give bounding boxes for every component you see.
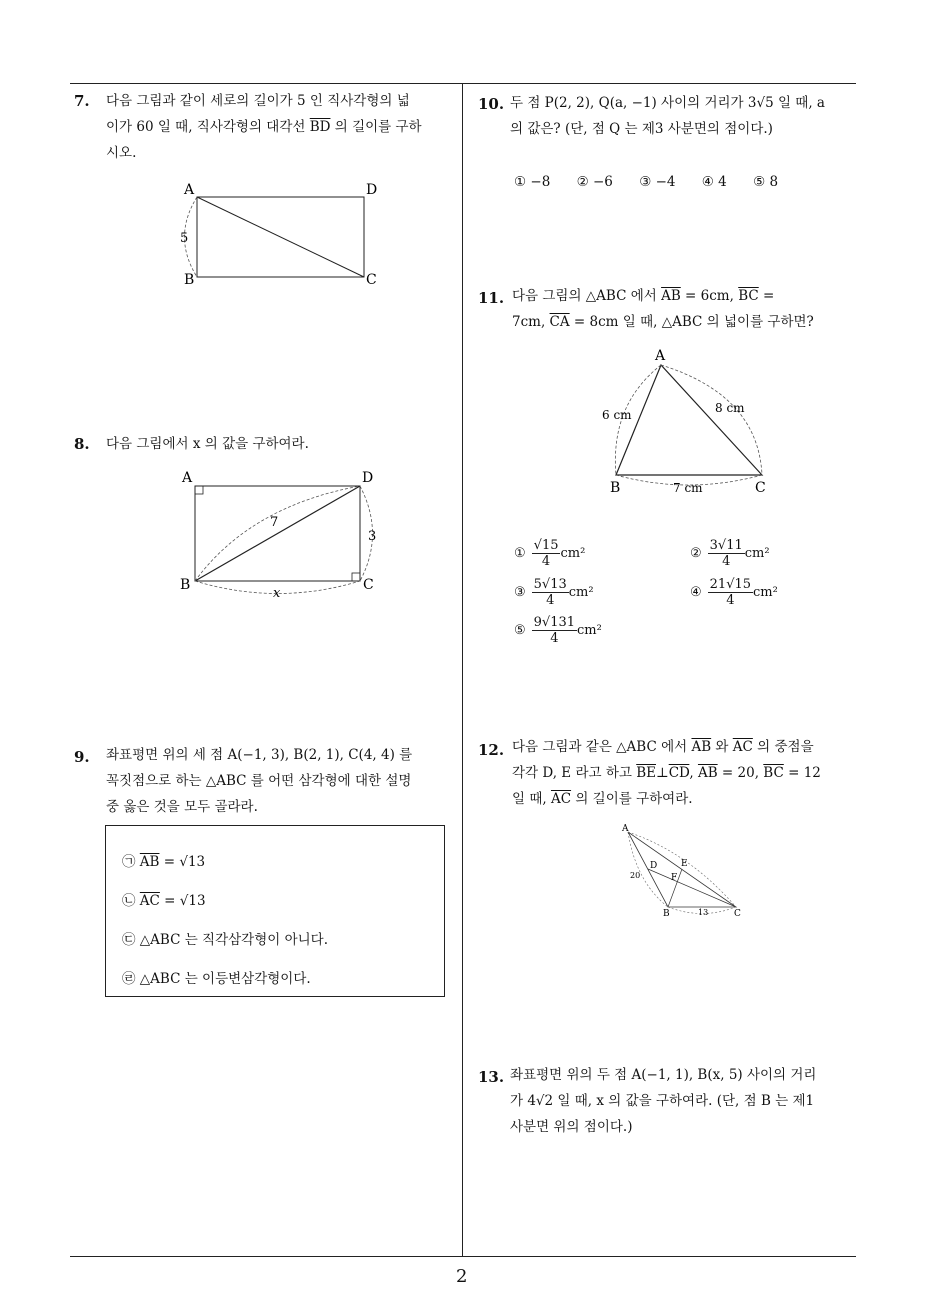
q10-choice-3[interactable]: ③ −4 [639,174,676,190]
q9-text [106,742,456,820]
q7-label-B: B [184,272,195,288]
q13-line3: 사분면 위의 점이다.) [510,1119,633,1135]
q10-choice-2[interactable]: ② −6 [576,174,613,190]
q10-choice-4[interactable]: ④ 4 [701,174,727,190]
q7-label-A: A [184,182,195,198]
q7-line2: 이가 60 일 때, 직사각형의 대각선 $\overline{BD}$ 의 길이를 구하 [106,119,422,135]
q12-line1: 다음 그림과 같은 △ABC 에서 $\overline{AB}$ 와 $\overline{AC}$ 의 중점을 [512,739,814,755]
q12-text [512,734,862,812]
q7-figure [170,178,390,293]
q11-label-bc: 7 cm [673,481,703,495]
bottom-rule [70,1256,856,1257]
q10-choice-1[interactable]: ① −8 [514,174,551,190]
q10-line2: 의 값은? (단, 점 Q 는 제3 사분면의 점이다.) [510,121,773,137]
q12-label-A: A [622,824,629,834]
q8-label-3: 3 [368,529,377,544]
q13-number: 13. [478,1068,505,1086]
q8-text: 다음 그림에서 x 의 값을 구하여라. [106,436,309,452]
q7-label-5: 5 [180,231,189,246]
q7-text [106,88,456,166]
q7-line1: 다음 그림과 같이 세로의 길이가 5 인 직사각형의 넓 [106,93,410,109]
q9-item-2: ㉡ $\overline{AC} = √13$ [122,893,206,909]
q8-label-D: D [362,470,374,486]
q12-number: 12. [478,741,505,759]
q9-item-3: ㉢ △ABC 는 직각삼각형이 아니다. [122,932,328,948]
q11-figure [598,345,788,500]
q11-label-ab: 6 cm [602,408,632,422]
q10-number: 10. [478,95,505,113]
q12-label-F: F [671,873,678,883]
q12-label-E: E [681,859,688,869]
q8-label-7: 7 [270,515,279,530]
q11-text [512,283,862,335]
q12-label-13: 13 [698,908,709,917]
top-rule [70,83,856,84]
q11-line1: 다음 그림의 △ABC 에서 $\overline{AB} = 6cm$, $\overline{BC}$ = [512,288,775,304]
q11-choice-5[interactable]: ⑤ $\frac{9√131}{4}$ cm² [514,615,602,646]
q8-figure [170,466,400,606]
q12-line2: 각각 D, E 라고 하고 $\overline{BE}\perp\overline{CD}$, $\overline{AB} = 20$, $\overline{BC} = 12$ [512,765,821,781]
q7-line3: 시오. [106,145,137,161]
q9-line2: 꼭짓점으로 하는 △ABC 를 어떤 삼각형에 대한 설명 [106,773,412,789]
q10-choice-5[interactable]: ⑤ 8 [753,174,779,190]
q13-text [510,1062,860,1140]
q7-label-C: C [366,272,377,288]
q12-label-B: B [663,909,670,917]
q12-label-D: D [650,861,658,871]
q11-line2: 7cm, $\overline{CA} = 8cm$ 일 때, △ABC 의 넓이를 구하면? [512,314,814,330]
q12-figure [618,822,753,917]
q11-choice-1[interactable]: ① $\frac{√15}{4}$ cm² [514,538,586,569]
q12-line3: 일 때, $\overline{AC}$ 의 길이를 구하여라. [512,791,693,807]
column-divider [462,83,463,1256]
q7-number: 7. [74,92,90,110]
q13-line2: 가 4√2 일 때, x 의 값을 구하여라. (단, 점 B 는 제1 [510,1093,815,1109]
q10-choices [514,174,800,190]
q12-label-C: C [734,909,741,917]
q8-label-C: C [363,577,374,593]
q11-choice-3[interactable]: ③ $\frac{5√13}{4}$ cm² [514,577,594,608]
page-number: 2 [456,1266,468,1287]
q9-number: 9. [74,748,90,766]
q11-label-A: A [655,348,666,364]
q9-item-1: ㉠ $\overline{AB} = √13$ [122,854,206,870]
q11-label-B: B [610,480,621,496]
q7-label-D: D [366,182,378,198]
q8-label-B: B [180,577,191,593]
q9-line1: 좌표평면 위의 세 점 A(−1, 3), B(2, 1), C(4, 4) 를 [106,747,413,763]
q10-text [510,90,860,142]
q12-label-20: 20 [630,871,641,880]
q9-item-4: ㉣ △ABC 는 이등변삼각형이다. [122,971,311,987]
q9-line3: 중 옳은 것을 모두 골라라. [106,799,258,815]
q9-statement-box [105,825,445,997]
q11-number: 11. [478,289,505,307]
q8-number: 8. [74,435,90,453]
q11-choice-4[interactable]: ④ $\frac{21√15}{4}$ cm² [690,577,778,608]
q11-choice-2[interactable]: ② $\frac{3√11}{4}$ cm² [690,538,770,569]
q8-label-x: x [273,586,281,601]
q8-label-A: A [182,470,193,486]
q10-line1: 두 점 P(2, 2), Q(a, −1) 사이의 거리가 3√5 일 때, a [510,95,825,111]
q13-line1: 좌표평면 위의 두 점 A(−1, 1), B(x, 5) 사이의 거리 [510,1067,817,1083]
q11-label-ac: 8 cm [715,401,745,415]
q11-label-C: C [755,480,766,496]
